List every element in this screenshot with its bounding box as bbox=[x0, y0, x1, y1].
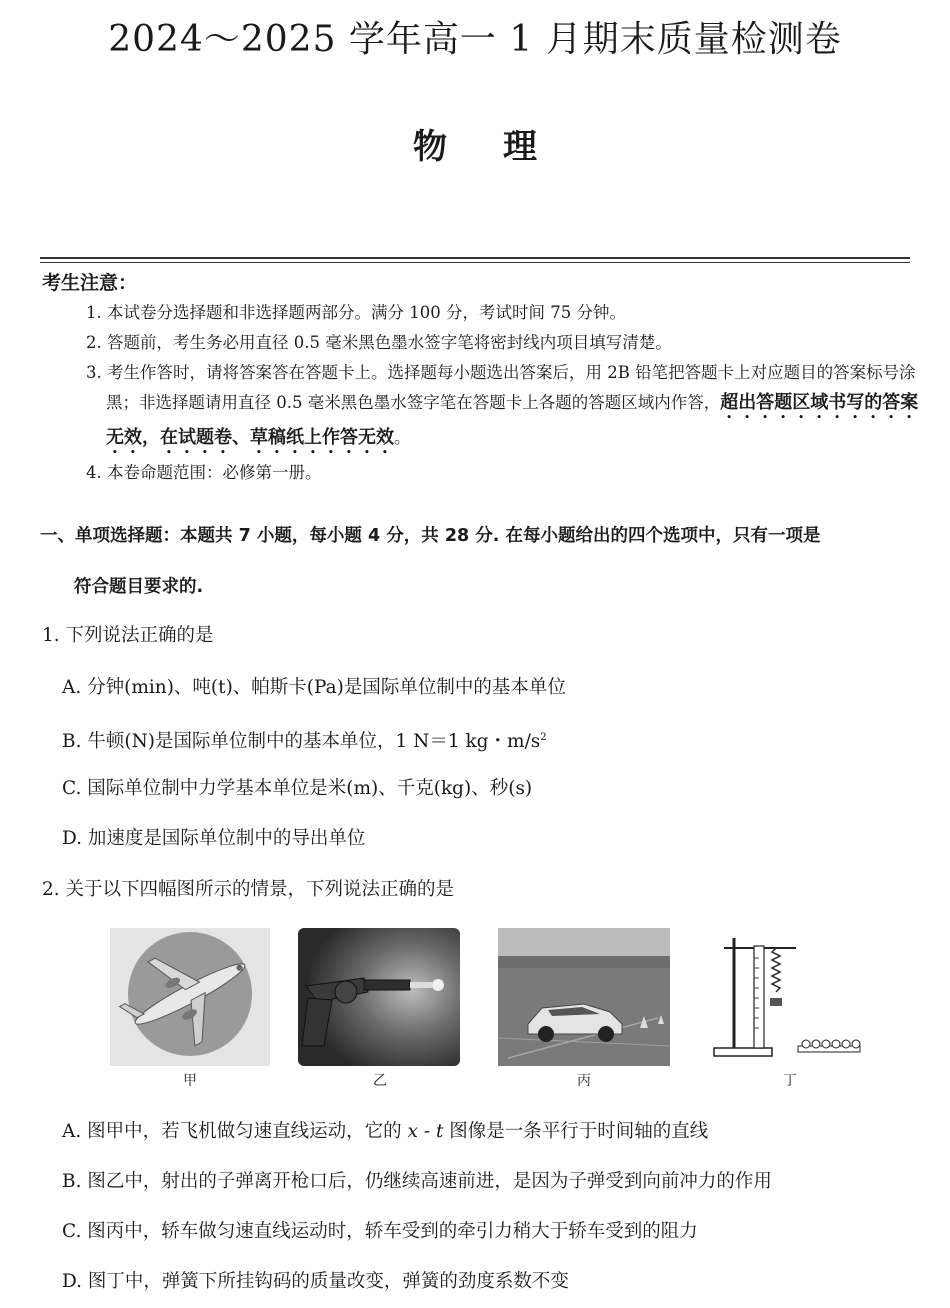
notice-item-3-emphasis: 超出答题区域书写的答案无效，在试题卷、草稿纸上作答无效 bbox=[106, 392, 919, 448]
question-1-stem: 1. 下列说法正确的是 bbox=[42, 625, 214, 646]
notice-item-1: 1. 本试卷分选择题和非选择题两部分。满分 100 分，考试时间 75 分钟。 bbox=[86, 303, 626, 322]
figure-spring-scale-image bbox=[710, 928, 868, 1066]
question-2-option-b: B. 图乙中，射出的子弹离开枪口后，仍继续高速前进，是因为子弹受到向前冲力的作用 bbox=[62, 1171, 772, 1192]
question-1-option-c: C. 国际单位制中力学基本单位是米(m)、千克(kg)、秒(s) bbox=[62, 778, 533, 799]
variable-t: t bbox=[435, 1121, 444, 1142]
question-2-stem: 2. 关于以下四幅图所示的情景，下列说法正确的是 bbox=[42, 879, 455, 900]
notice-item-3-end: 。 bbox=[394, 428, 411, 447]
question-1-option-d: D. 加速度是国际单位制中的导出单位 bbox=[62, 828, 366, 849]
question-1-option-a: A. 分钟(min)、吨(t)、帕斯卡(Pa)是国际单位制中的基本单位 bbox=[62, 677, 566, 698]
notice-item-4: 4. 本卷命题范围：必修第一册。 bbox=[86, 463, 322, 482]
subject-title bbox=[0, 122, 950, 172]
section-heading-line2: 符合题目要求的. bbox=[74, 577, 204, 597]
figure-airplane-image bbox=[110, 928, 270, 1066]
notice-item-3-text: 3. 考生作答时，请将答案答在答题卡上。选择题每小题选出答案后，用 2B 铅笔把答题卡上对应题目的答案标号涂黑；非选择题请用直径 0.5 毫米黑色墨水签字笔在答题卡上各题的答题区域内作答， bbox=[86, 363, 916, 412]
question-1-option-b bbox=[62, 724, 922, 756]
figure-caption-2: 乙 bbox=[373, 1073, 387, 1089]
divider-thick bbox=[40, 257, 910, 259]
question-2-option-c: C. 图丙中，轿车做匀速直线运动时，轿车受到的牵引力稍大于轿车受到的阻力 bbox=[62, 1221, 698, 1242]
divider-thin bbox=[40, 262, 910, 263]
notice-heading: 考生注意： bbox=[42, 272, 138, 294]
exam-title: 2024～2025 学年高一 1 月期末质量检测卷 bbox=[108, 19, 842, 60]
variable-x: x bbox=[407, 1121, 418, 1142]
figure-caption-1: 甲 bbox=[183, 1073, 197, 1089]
question-2-option-a-pre: A. 图甲中，若飞机做匀速直线运动，它的 bbox=[62, 1121, 408, 1142]
figure-car-image bbox=[498, 928, 670, 1066]
superscript: 2 bbox=[540, 732, 547, 743]
figure-caption-4: 丁 bbox=[783, 1073, 797, 1089]
question-2-option-a bbox=[62, 1118, 922, 1146]
figure-revolver-image bbox=[298, 928, 460, 1066]
notice-item-3 bbox=[86, 358, 936, 458]
question-2-option-a-dash: - bbox=[417, 1121, 436, 1142]
notice-item-2: 2. 答题前，考生务必用直径 0.5 毫米黑色墨水签字笔将密封线内项目填写清楚。 bbox=[86, 333, 672, 352]
subject-char-2: 理 bbox=[503, 127, 537, 167]
question-2-option-a-post: 图像是一条平行于时间轴的直线 bbox=[443, 1121, 709, 1142]
section-heading-line1: 一、单项选择题：本题共 7 小题，每小题 4 分，共 28 分. 在每小题给出的四个选项中，只有一项是 bbox=[40, 526, 821, 546]
question-1-option-b-text: B. 牛顿(N)是国际单位制中的基本单位，1 N＝1 kg・m/s bbox=[62, 731, 541, 753]
figure-caption-3: 丙 bbox=[577, 1073, 591, 1089]
question-2-option-d: D. 图丁中，弹簧下所挂钩码的质量改变，弹簧的劲度系数不变 bbox=[62, 1271, 569, 1292]
subject-char-1: 物 bbox=[413, 127, 447, 167]
